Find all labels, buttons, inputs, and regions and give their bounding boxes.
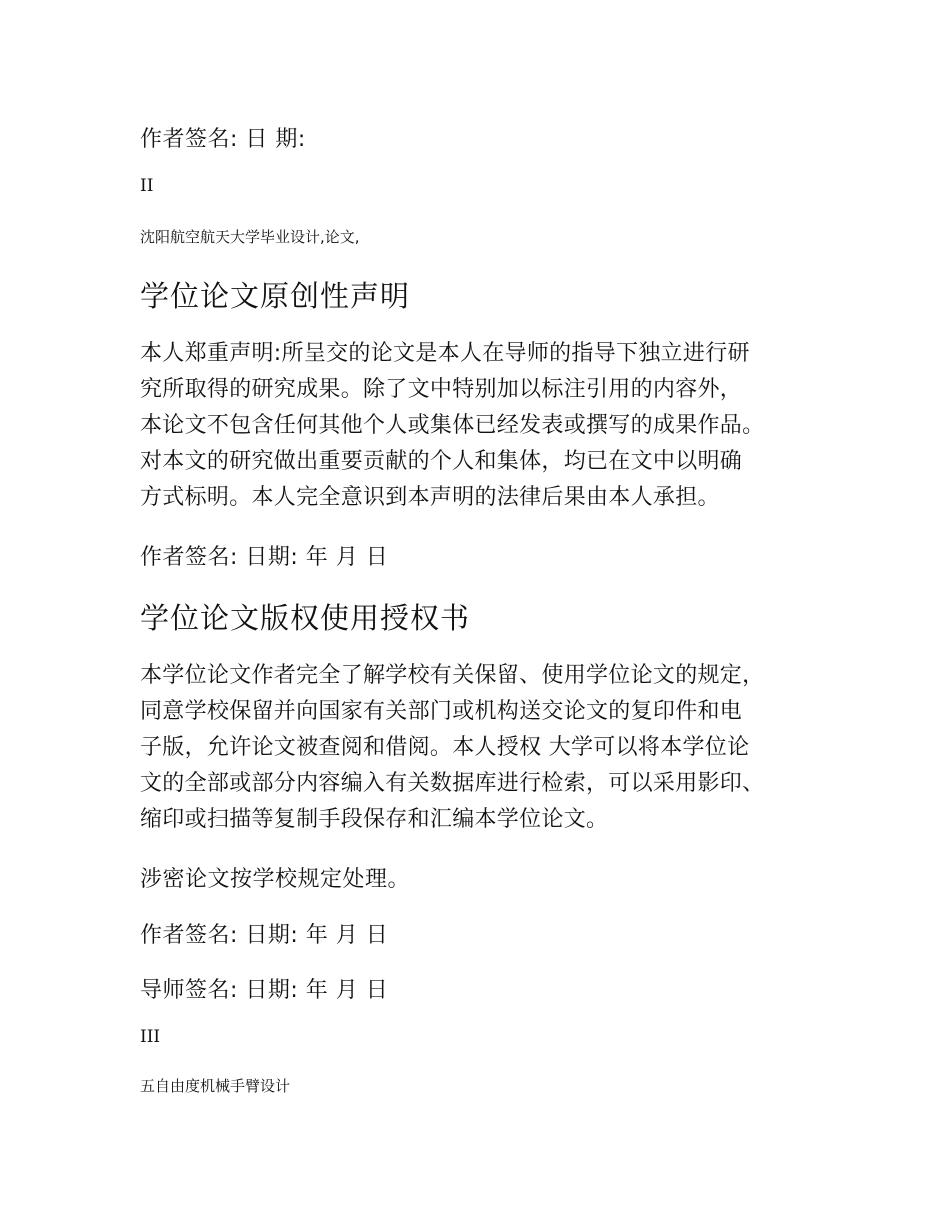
top-author-signature-line: 作者签名: 日 期: <box>140 127 306 152</box>
originality-statement <box>140 336 830 516</box>
advisor-signature-line: 导师签名: 日期: 年 月 日 <box>140 978 389 1003</box>
running-header-thesis-title: 五自由度机械手臂设计 <box>140 1077 291 1095</box>
copyright-heading: 学位论文版权使用授权书 <box>140 601 471 635</box>
running-header-university: 沈阳航空航天大学毕业设计,论文, <box>140 228 360 246</box>
copyright-line-2: 同意学校保留并向国家有关部门或机构送交论文的复印件和电 <box>140 699 743 724</box>
page-number-iii: III <box>140 1027 161 1047</box>
copyright-line-4: 文的全部或部分内容编入有关数据库进行检索，可以采用影印、 <box>140 771 765 796</box>
copyright-author-signature-line: 作者签名: 日期: 年 月 日 <box>140 923 389 948</box>
page-number-ii: II <box>140 176 154 196</box>
copyright-line-3: 子版，允许论文被查阅和借阅。本人授权 大学可以将本学位论 <box>140 735 750 760</box>
originality-line-3: 本论文不包含任何其他个人或集体已经发表或撰写的成果作品。 <box>140 413 765 438</box>
originality-heading: 学位论文原创性声明 <box>140 279 411 313</box>
originality-line-5: 方式标明。本人完全意识到本声明的法律后果由本人承担。 <box>140 485 720 510</box>
originality-line-2: 究所取得的研究成果。除了文中特别加以标注引用的内容外， <box>140 377 743 402</box>
originality-line-4: 对本文的研究做出重要贡献的个人和集体，均已在文中以明确 <box>140 449 743 474</box>
copyright-line-5: 缩印或扫描等复制手段保存和汇编本学位论文。 <box>140 807 609 832</box>
originality-author-signature-line: 作者签名: 日期: 年 月 日 <box>140 545 389 570</box>
copyright-line-1: 本学位论文作者完全了解学校有关保留、使用学位论文的规定， <box>140 663 765 688</box>
copyright-authorization <box>140 658 830 838</box>
secret-thesis-note: 涉密论文按学校规定处理。 <box>140 867 411 892</box>
originality-line-1: 本人郑重声明:所呈交的论文是本人在导师的指导下独立进行研 <box>140 341 750 366</box>
